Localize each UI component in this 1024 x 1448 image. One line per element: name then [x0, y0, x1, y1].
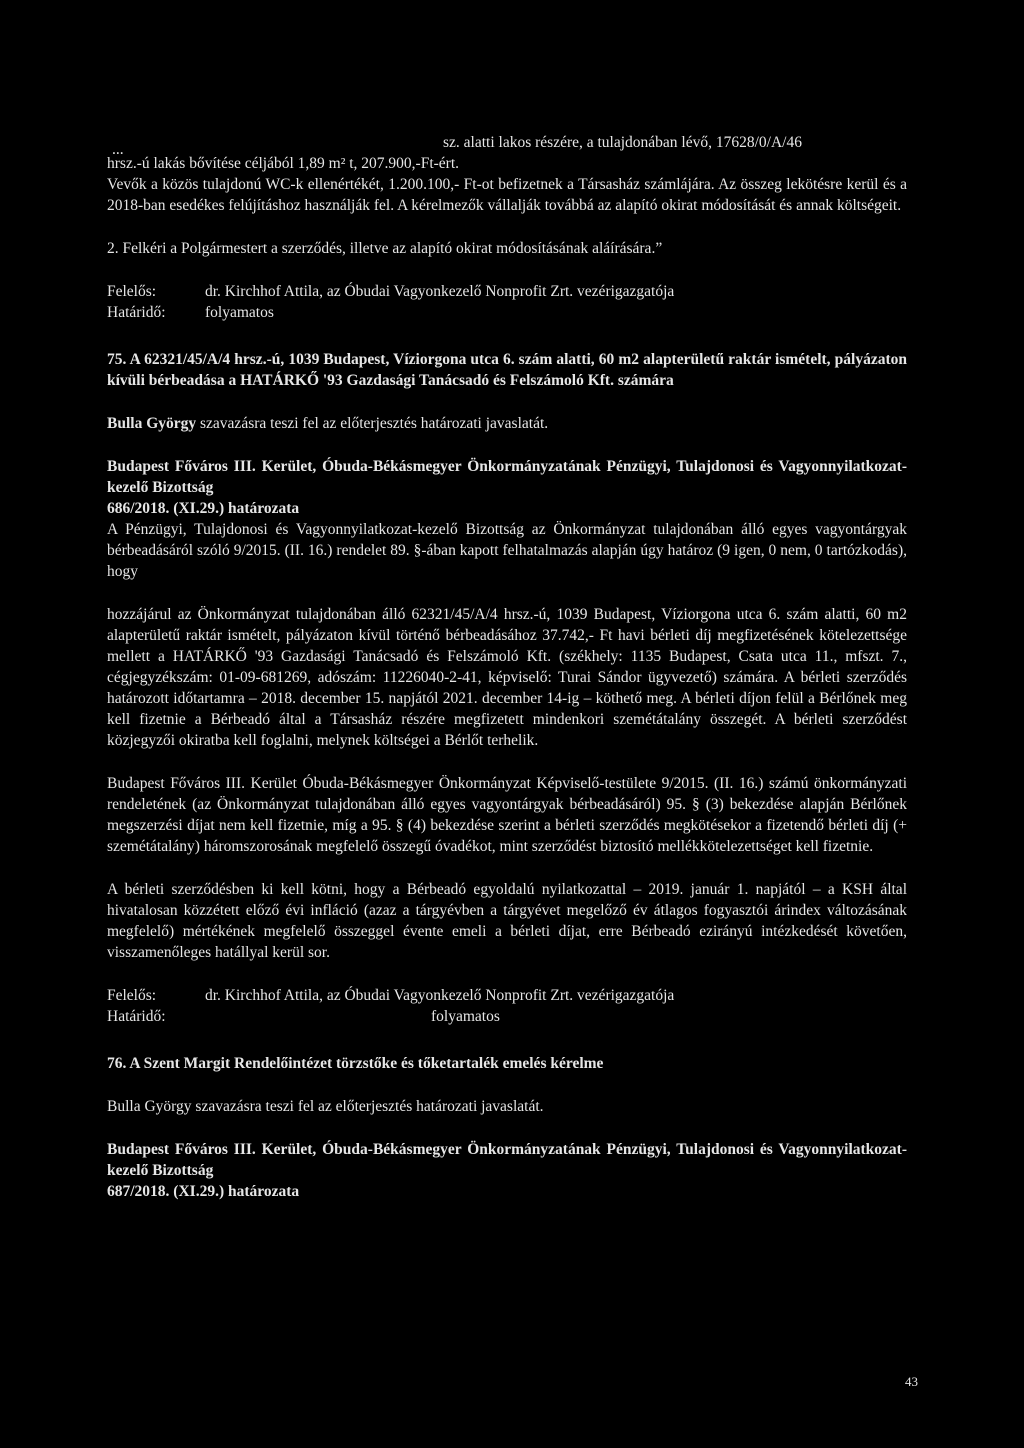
- responsible-row-2: [107, 985, 907, 1006]
- chair-name: Bulla György: [107, 415, 197, 432]
- committee-75: Budapest Főváros III. Kerület, Óbuda-Békásmegyer Önkormányzatának Pénzügyi, Tulajdonosi és Vagyonnyilatkozat-kezelő Bizottság: [107, 458, 907, 496]
- hatarido-value: folyamatos: [205, 304, 274, 321]
- item-76-title: 76. A Szent Margit Rendelőintézet törzstőke és tőketartalék emelés kérelme: [107, 1055, 604, 1072]
- intro-line-1: sz. alatti lakos részére, a tulajdonában lévő, 17628/0/A/46: [443, 134, 802, 151]
- intro-line-2: hrsz.-ú lakás bővítése céljából 1,89 m² t, 207.900,-Ft-ért.: [107, 155, 460, 172]
- decision-75-intro: A Pénzügyi, Tulajdonosi és Vagyonnyilatkozat-kezelő Bizottság az Önkormányzat tulajdonában álló egyes vagyontárgyak bérbeadásáról szóló 9/2015. (II. 16.) rendelet 89. §-ában kapott felhatalmazás alapján úgy határoz (9 igen, 0 nem, 0 tartózkodás), hogy: [107, 521, 907, 580]
- vote-text: szavazásra teszi fel az előterjesztés határozati javaslatát.: [196, 415, 549, 432]
- felelos-label: Felelős:: [107, 283, 157, 300]
- responsible-row-1: [107, 281, 907, 302]
- page-content: [107, 132, 907, 1202]
- decision-76-number: 687/2018. (XI.29.) határozata: [107, 1183, 300, 1200]
- point-2: 2. Felkéri a Polgármestert a szerződés, illetve az alapító okirat módosításának aláírására.”: [107, 240, 663, 257]
- hatarido-label: Határidő:: [107, 304, 166, 321]
- page-number: 43: [905, 1374, 918, 1389]
- hatarido-value: folyamatos: [431, 1008, 500, 1025]
- felelos-value: dr. Kirchhof Attila, az Óbudai Vagyonkezelő Nonprofit Zrt. vezérigazgatója: [205, 283, 675, 300]
- deadline-row-2: [107, 1006, 907, 1027]
- decision-75-paragraph-1: hozzájárul az Önkormányzat tulajdonában álló 62321/45/A/4 hrsz.-ú, 1039 Budapest, Víziorgona utca 6. szám alatti, 60 m2 alapterületű raktár ismételt, pályázaton kívül történő bérbeadásához 37.742,- Ft havi bérleti díj megfizetésének kötelezettsége mellett a HATÁRKŐ '93 Gazdasági Tanácsadó és Felszámoló Kft. (székhely: 1135 Budapest, Csata utca 11., mfszt. 7., cégjegyzékszám: 01-09-681269, adószám: 11226040-2-41, képviselő: Turai Sándor ügyvezető) számára. A bérleti szerződés határozott időtartamra – 2018. december 15. napjától 2021. december 14-ig – köthető meg. A bérleti díjon felül a Bérlőnek meg kell fizetnie a Bérbeadó által a Társasház részére megfizetett mindenkori szemétátalány összegét. A bérleti szerződést közjegyzői okiratba kell foglalni, melynek költségei a Bérlőt terhelik.: [107, 606, 907, 749]
- felelos-value: dr. Kirchhof Attila, az Óbudai Vagyonkezelő Nonprofit Zrt. vezérigazgatója: [205, 987, 675, 1004]
- deadline-row-1: [107, 302, 907, 323]
- decision-75-paragraph-2: Budapest Főváros III. Kerület Óbuda-Békásmegyer Önkormányzat Képviselő-testülete 9/2015. (II. 16.) számú önkormányzati rendeletének (az Önkormányzat tulajdonában álló egyes vagyontárgyak bérbeadásáról) 95. § (3) bekezdése alapján Bérlőnek megszerzési díjat nem kell fizetnie, míg a 95. § (4) bekezdése szerint a bérleti szerződés megkötésekor a fizetendő bérleti díj (+ szemétátalány) háromszorosának megfelelő összegű óvadékot, mint szerződést biztosító mellékkötelezettséget kell fizetnie.: [107, 775, 907, 855]
- item-75-title: 75. A 62321/45/A/4 hrsz.-ú, 1039 Budapest, Víziorgona utca 6. szám alatti, 60 m2 alapterületű raktár ismételt, pályázaton kívüli bérbeadása a HATÁRKŐ '93 Gazdasági Tanácsadó és Felszámoló Kft. számára: [107, 351, 907, 389]
- intro-paragraph: Vevők a közös tulajdonú WC-k ellenértékét, 1.200.100,- Ft-ot befizetnek a Társasház számlájára. Az összeg lekötésre kerül és a 2018-ban esedékes felújításhoz használják fel. A kérelmezők vállalják továbbá az alapító okirat módosítását és annak költségeit.: [107, 176, 907, 214]
- decision-75-number: 686/2018. (XI.29.) határozata: [107, 500, 300, 517]
- vote-75: [107, 413, 907, 434]
- committee-76: Budapest Főváros III. Kerület, Óbuda-Békásmegyer Önkormányzatának Pénzügyi, Tulajdonosi és Vagyonnyilatkozat-kezelő Bizottság: [107, 1141, 907, 1179]
- hatarido-label: Határidő:: [107, 1008, 166, 1025]
- felelos-label: Felelős:: [107, 987, 157, 1004]
- decision-75-paragraph-3: A bérleti szerződésben ki kell kötni, hogy a Bérbeadó egyoldalú nyilatkozattal – 2019. január 1. napjától – a KSH által hivatalosan közzétett előző évi infláció (azaz a tárgyévben a tárgyévet megelőző év átlagos fogyasztói árindex változásának megfelelő) mértékének megfelelő összeggel évente emeli a bérleti díjat, erre Bérbeadó ezirányú intézkedését követően, visszamenőleges hatállyal kerül sor.: [107, 881, 907, 961]
- redaction-ellipsis: ...: [112, 141, 124, 158]
- vote-76: Bulla György szavazásra teszi fel az előterjesztés határozati javaslatát.: [107, 1098, 544, 1115]
